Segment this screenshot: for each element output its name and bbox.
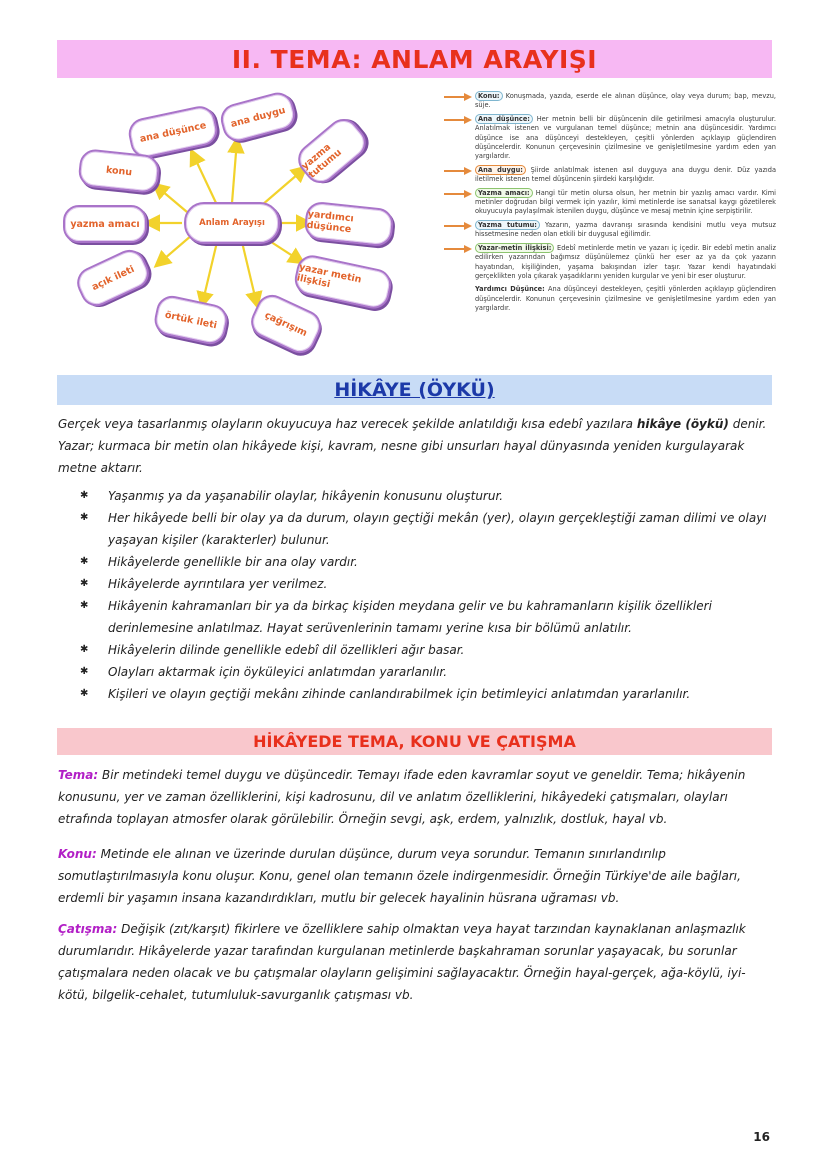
arrow-yazar-metin — [265, 238, 302, 262]
arrow-right-icon — [444, 190, 472, 198]
hikaye-bullets — [80, 485, 770, 705]
definitions-list — [444, 92, 776, 314]
asterisk-icon: ✱ — [80, 512, 89, 523]
node-konu: konu — [77, 148, 161, 194]
mind-map — [57, 90, 427, 365]
catisma-paragraph: Çatışma: Değişik (zıt/karşıt) fikirlere ve özelliklere sahip olmaktan veya hayat tarzından kaynaklanan anlaşmazlık durumlarıdır. Hikâyelerde yazar tarafından kurgulanan metinlerde başkahraman sorunlar yaşayacak, bu sorunlar çatışmalara neden olacak ve bu çatışmalar olayların gelişimini sağlayacaktır. Örneğin hayal-gerçek, ağa-köylü, iyi-kötü, bilgelik-cehalet, tutumluluk-savurganlık çatışması vb. — [58, 922, 746, 1002]
list-item: ✱ Her hikâyede belli bir olay ya da durum, olayın geçtiği mekân (yer), olayın gerçekleştiği zaman dilimi ve olayı yaşayan kişiler (karakterler) bulunur. — [80, 507, 770, 551]
def-konu: Konu: Konuşmada, yazıda, eserde ele alınan düşünce, olay veya durum; bap, mevzu, süje. — [444, 92, 776, 111]
asterisk-icon: ✱ — [80, 666, 89, 677]
node-ortuk-ileti: örtük ileti — [152, 293, 231, 347]
hikaye-heading: HİKÂYE (ÖYKÜ) — [334, 379, 495, 401]
list-item: ✱ Olayları aktarmak için öyküleyici anlatımdan yararlanılır. — [80, 661, 770, 683]
asterisk-icon: ✱ — [80, 644, 89, 655]
asterisk-icon: ✱ — [80, 578, 89, 589]
node-ana-dusunce: ana düşünce — [126, 103, 220, 160]
arrow-right-icon — [444, 245, 472, 253]
list-item: ✱ Hikâyelerde genellikle bir ana olay vardır. — [80, 551, 770, 573]
asterisk-icon: ✱ — [80, 556, 89, 567]
hikaye-intro: Gerçek veya tasarlanmış olayların okuyucuya haz verecek şekilde anlatıldığı kısa edebî yazılara hikâye (öykü) denir. Yazar; kurmaca bir metin olan hikâyede kişi, kavram, nesne gibi unsurları hayal dünyasında yeniden kurgulayarak metne aktarır. — [58, 417, 767, 475]
page-number: 16 — [753, 1130, 770, 1144]
def-yazar-metin: Yazar-metin ilişkisi: Edebî metinlerde metin ve yazarı iç içedir. Bir edebî metin analiz edilirken yazarından bağımsız düşünülemez çünkü her eser az ya da çok yazarın hayatından, kişiliğinden, yaşama bakışından izler taşır. Yazar kendi hayatındaki gerçeklikten yola çıkarak yaşadıklarını yeniden kurgular ve yeni bir eser oluşturur. — [444, 244, 776, 282]
node-cagrisim: çağrışım — [246, 290, 326, 359]
arrow-cagrisim — [242, 242, 257, 305]
list-item: ✱ Yaşanmış ya da yaşanabilir olaylar, hikâyenin konusunu oluşturur. — [80, 485, 770, 507]
page-title: II. TEMA: ANLAM ARAYIŞI — [231, 44, 598, 74]
tema-banner — [57, 728, 772, 755]
konu-paragraph: Konu: Metinde ele alınan ve üzerinde durulan düşünce, durum veya sorundur. Temanın sınırlandırılıp somutlaştırılmasıyla konu oluşur. Konu, genel olan temanın özele indirgenmesidir. Örneğin Türkiye'de aile bağları, erdemli bir yaşamın insana kazandırdıkları, mutlu bir gelecek hayalinin hüsrana uğraması vb. — [58, 847, 741, 905]
node-yardimci-dusunce: yardımcı düşünce — [303, 201, 394, 248]
arrow-ana-dusunce — [192, 152, 217, 205]
arrow-right-icon — [444, 222, 472, 230]
asterisk-icon: ✱ — [80, 688, 89, 699]
def-yazma-tutumu: Yazma tutumu: Yazarın, yazma davranışı sırasında kendisini mutlu veya mutsuz hissetmesine neden olan etkili bir duygusal eğilimdir. — [444, 221, 776, 240]
node-center: Anlam Arayışı — [184, 202, 280, 244]
arrow-right-icon — [444, 93, 472, 101]
tema-heading: HİKÂYEDE TEMA, KONU VE ÇATIŞMA — [253, 732, 576, 751]
arrow-right-icon — [444, 116, 472, 124]
def-yardimci-dusunce: Yardımcı Düşünce: Ana düşünceyi destekleyen, çeşitli yönlerden açıklayıp güçlendiren düşüncelerdir. Konunun çerçevesinin çizilmesine ve genişletilmesine yardım eden yan yargılardır. — [475, 285, 776, 313]
def-ana-duygu: Ana duygu: Şiirde anlatılmak istenen asıl duyguya ana duygu denir. Düz yazıda iletilmek istenen temel düşüncenin şiirdeki karşılığıdır. — [444, 166, 776, 185]
arrow-ortuk-ileti — [202, 242, 217, 305]
list-item: ✱ Hikâyenin kahramanları bir ya da birkaç kişiden meydana gelir ve bu kahramanların kişilik özellikleri derinlemesine anlatılmaz. Hayat serüvenlerinin tamamı yerine kısa bir bölümü anlatılır. — [80, 595, 770, 639]
hikaye-banner — [57, 375, 772, 405]
node-ana-duygu: ana duygu — [217, 89, 298, 145]
asterisk-icon: ✱ — [80, 490, 89, 501]
list-item: ✱ Hikâyelerin dilinde genellikle edebî dil özellikleri ağır basar. — [80, 639, 770, 661]
def-ana-dusunce: Ana düşünce: Her metnin belli bir düşüncenin dile getirilmesi amacıyla oluşturulur. Anlatılmak istenen ve vurgulanan temel düşünce; metnin ana düşüncesidir. Yardımcı düşünce ise ana düşünceyi destekleyen, çeşitli yönlerden açıklayıp güçlendiren düşüncelerdir. Konunun çerçevesinin çizilmesine ve genişletilmesine yardım eden yan yargılardır. — [444, 115, 776, 162]
list-item: ✱ Kişileri ve olayın geçtiği mekânı zihinde canlandırabilmek için betimleyici anlatımdan yararlanılır. — [80, 683, 770, 705]
arrow-yazma-tutumu — [262, 168, 305, 205]
asterisk-icon: ✱ — [80, 600, 89, 611]
tema-paragraph: Tema: Bir metindeki temel duygu ve düşüncedir. Temayı ifade eden kavramlar soyut ve geneldir. Tema; hikâyenin konusunu, yer ve zaman özelliklerini, kişi kadrosunu, dil ve anlatım özelliklerini, hikâyedeki çatışmaları, olayları etrafında toplayan atmosfer olarak görülebilir. Örneğin sevgi, aşk, erdem, yalnızlık, dostluk, hayal vb. — [58, 768, 746, 826]
arrow-acik-ileti — [157, 235, 192, 265]
node-yazma-amaci: yazma amacı — [63, 205, 147, 243]
node-acik-ileti: açık ileti — [72, 245, 154, 312]
arrow-right-icon — [444, 167, 472, 175]
arrow-ana-duygu — [232, 140, 237, 203]
arrow-konu — [155, 185, 187, 212]
node-yazar-metin-iliskisi: yazar metin ilişkisi — [292, 252, 394, 311]
title-banner — [57, 40, 772, 78]
node-yazma-tutumu: yazma tutumu — [292, 112, 373, 189]
list-item: ✱ Hikâyelerde ayrıntılara yer verilmez. — [80, 573, 770, 595]
def-yazma-amaci: Yazma amacı: Hangi tür metin olursa olsun, her metnin bir yazılış amacı vardır. Kimi metinler doğrudan bilgi vermek için yazılır, kimi metinlerde ise sanatsal kaygı gözetilerek okuyucuyla paylaşılmak istenilen duygu, düşünce ve mesaj metnin içine serpiştirilir. — [444, 189, 776, 217]
